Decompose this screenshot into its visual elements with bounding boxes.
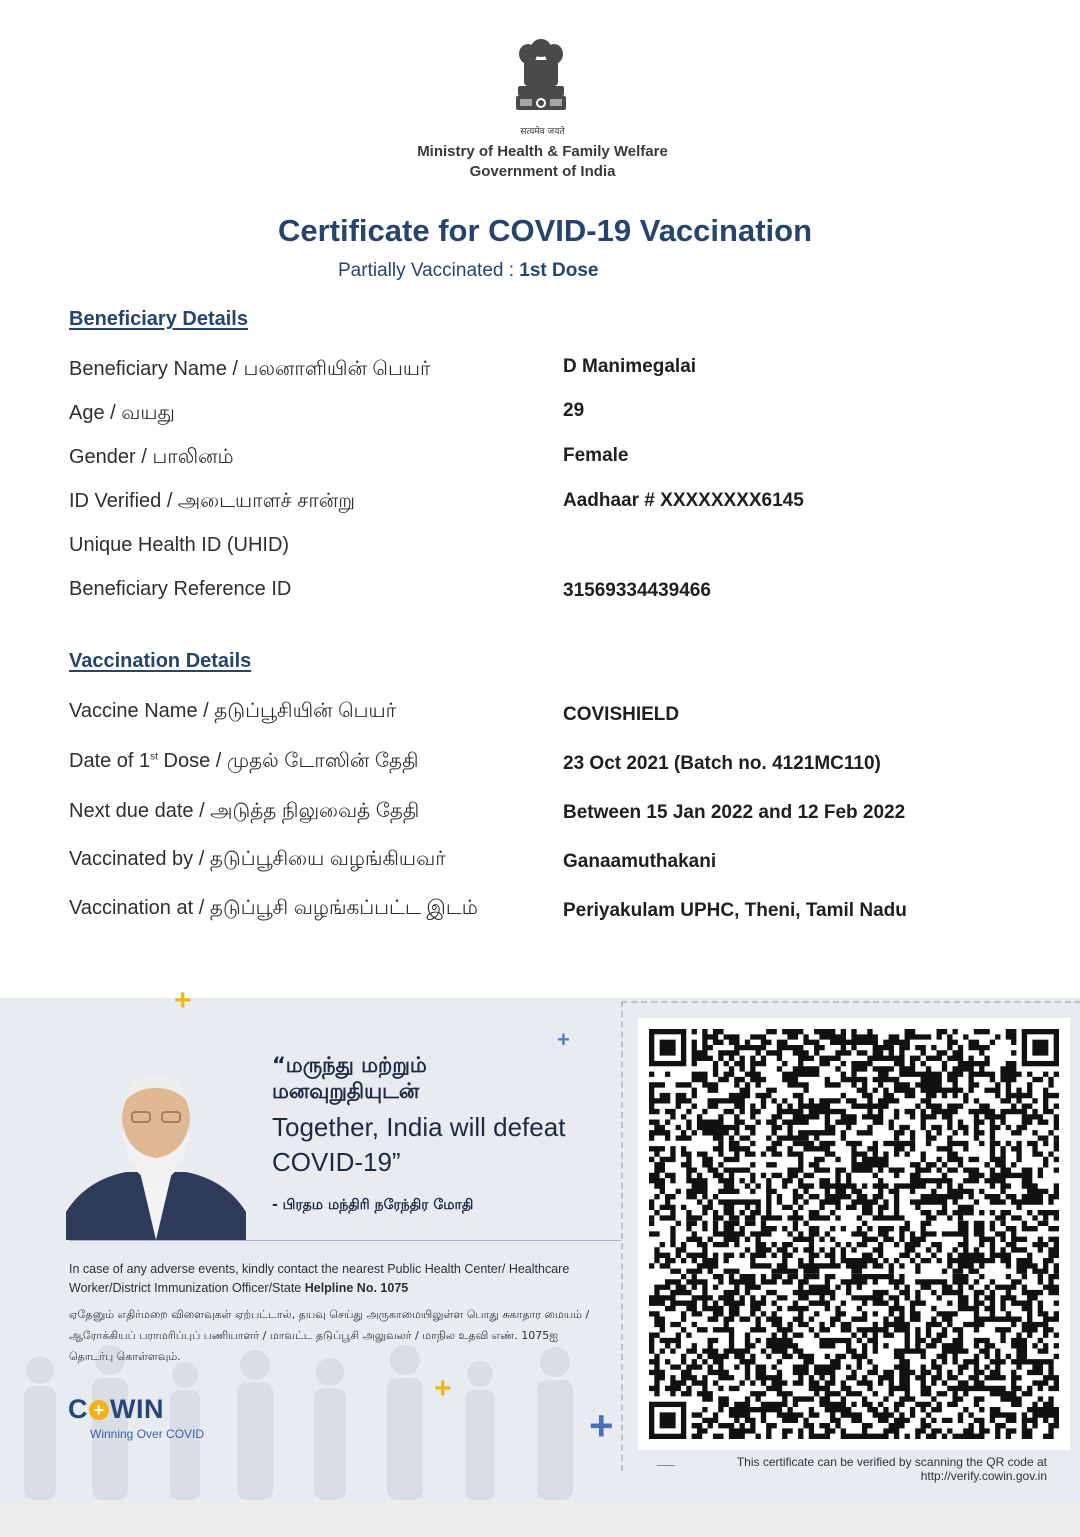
prime-minister-portrait — [66, 1062, 246, 1240]
gender-value: Female — [563, 445, 629, 466]
adverse-events-notice — [69, 1260, 589, 1298]
quote-attribution: - பிரதம மந்திரி நரேந்திர மோதி — [272, 1197, 474, 1213]
cowin-tagline: Winning Over COVID — [90, 1427, 205, 1441]
vaccination-section-title: Vaccination Details — [69, 650, 252, 672]
qr-modules — [649, 1029, 1059, 1439]
decorative-plus-icon: + — [589, 1402, 614, 1449]
qr-finder-pattern — [660, 1040, 676, 1056]
first-dose-date-label — [69, 750, 418, 775]
vaccination-at-label: Vaccination at / தடுப்பூசி வழங்கப்பட்ட இடம் — [69, 897, 478, 919]
status-dose: 1st Dose — [519, 260, 599, 281]
national-emblem-icon — [510, 36, 572, 120]
qr-finder-pattern — [1032, 1040, 1048, 1056]
certificate-title: Certificate for COVID-19 Vaccination — [277, 213, 813, 248]
first-dose-label-sup: st — [150, 751, 158, 763]
age-label: Age / வயது — [69, 402, 175, 424]
vaccine-name-label: Vaccine Name / தடுப்பூசியின் பெயர் — [69, 700, 397, 722]
qr-verification-caption — [652, 1455, 1047, 1483]
footer-bottom-strip — [0, 1500, 1080, 1537]
adverse-events-notice-tamil: ஏதேனும் எதிர்மறை விளைவுகள் ஏற்பட்டால், தயவு செய்து அருகாமையிலுள்ள பொது சுகாதார மையம் / ஆரோக்கியப் பராமரிப்புப் பணியாளர் / மாவட்ட தடுப்பூசி அலுவலர் / மாநில உதவி எண். 1075ஐ தொடர்பு கொள்ளவும். — [69, 1308, 590, 1363]
reference-id-value: 31569334439466 — [563, 580, 711, 601]
quote-tamil — [272, 1052, 572, 1104]
qr-caption-line-1: This certificate can be verified by scanning the QR code at — [736, 1455, 1047, 1469]
cowin-logo-win: WIN — [110, 1394, 164, 1424]
qr-caption-line-2: http://verify.cowin.gov.in — [920, 1469, 1047, 1483]
notice-text: In case of any adverse events, kindly contact the nearest Public Health Center/ Healthcare Worker/District Immunization Officer/State — [69, 1262, 570, 1295]
beneficiary-name-value: D Manimegalai — [563, 356, 697, 377]
vaccinated-by-label: Vaccinated by / தடுப்பூசியை வழங்கியவர் — [69, 848, 446, 870]
ministry-line-2: Government of India — [469, 163, 616, 180]
gender-label: Gender / பாலினம் — [69, 446, 234, 468]
quote-tamil-line-2: மனவுறுதியுடன் — [272, 1079, 420, 1103]
qr-finder-pattern — [660, 1412, 676, 1428]
first-dose-label-pre: Date of 1 — [69, 750, 151, 772]
age-value: 29 — [563, 400, 585, 421]
emblem-motto: सत्यमेव जयते — [520, 127, 565, 137]
first-dose-label-post: Dose / முதல் டோஸின் தேதி — [157, 750, 419, 772]
next-due-date-label: Next due date / அடுத்த நிலுவைத் தேதி — [69, 800, 420, 822]
uhid-label: Unique Health ID (UHID) — [69, 534, 290, 556]
helpline-number: Helpline No. 1075 — [304, 1281, 409, 1295]
cowin-logo-c: C — [68, 1394, 88, 1424]
vaccine-name-value: COVISHIELD — [563, 704, 680, 725]
decorative-plus-icon: + — [174, 984, 192, 1017]
status-label: Partially Vaccinated : — [338, 260, 520, 281]
quote-english: Together, India will defeat COVID-19” — [272, 1112, 566, 1177]
first-dose-date-value: 23 Oct 2021 (Batch no. 4121MC110) — [563, 753, 881, 774]
reference-id-label: Beneficiary Reference ID — [69, 578, 292, 600]
cowin-plus-icon: + — [89, 1400, 109, 1420]
beneficiary-name-label: Beneficiary Name / பலனாளியின் பெயர் — [69, 358, 431, 380]
ministry-name — [0, 142, 1080, 182]
footer-divider — [69, 1240, 621, 1241]
id-verified-label: ID Verified / அடையாளச் சான்று — [69, 490, 355, 512]
qr-code-graphic — [649, 1029, 1059, 1439]
qr-code-icon[interactable] — [638, 1018, 1070, 1450]
next-due-date-value: Between 15 Jan 2022 and 12 Feb 2022 — [563, 802, 906, 823]
vaccination-at-value: Periyakulam UPHC, Theni, Tamil Nadu — [563, 900, 907, 921]
decorative-plus-icon: + — [434, 1372, 452, 1405]
beneficiary-section-title: Beneficiary Details — [69, 308, 248, 330]
vaccinated-by-value: Ganaamuthakani — [563, 851, 717, 872]
cowin-logo — [68, 1394, 164, 1425]
ministry-line-1: Ministry of Health & Family Welfare — [417, 143, 668, 160]
id-verified-value: Aadhaar # XXXXXXXX6145 — [563, 490, 804, 511]
decorative-plus-icon: + — [557, 1027, 570, 1052]
vaccination-status — [338, 260, 599, 282]
quote-tamil-line-1: “மருந்து மற்றும் — [272, 1053, 427, 1077]
